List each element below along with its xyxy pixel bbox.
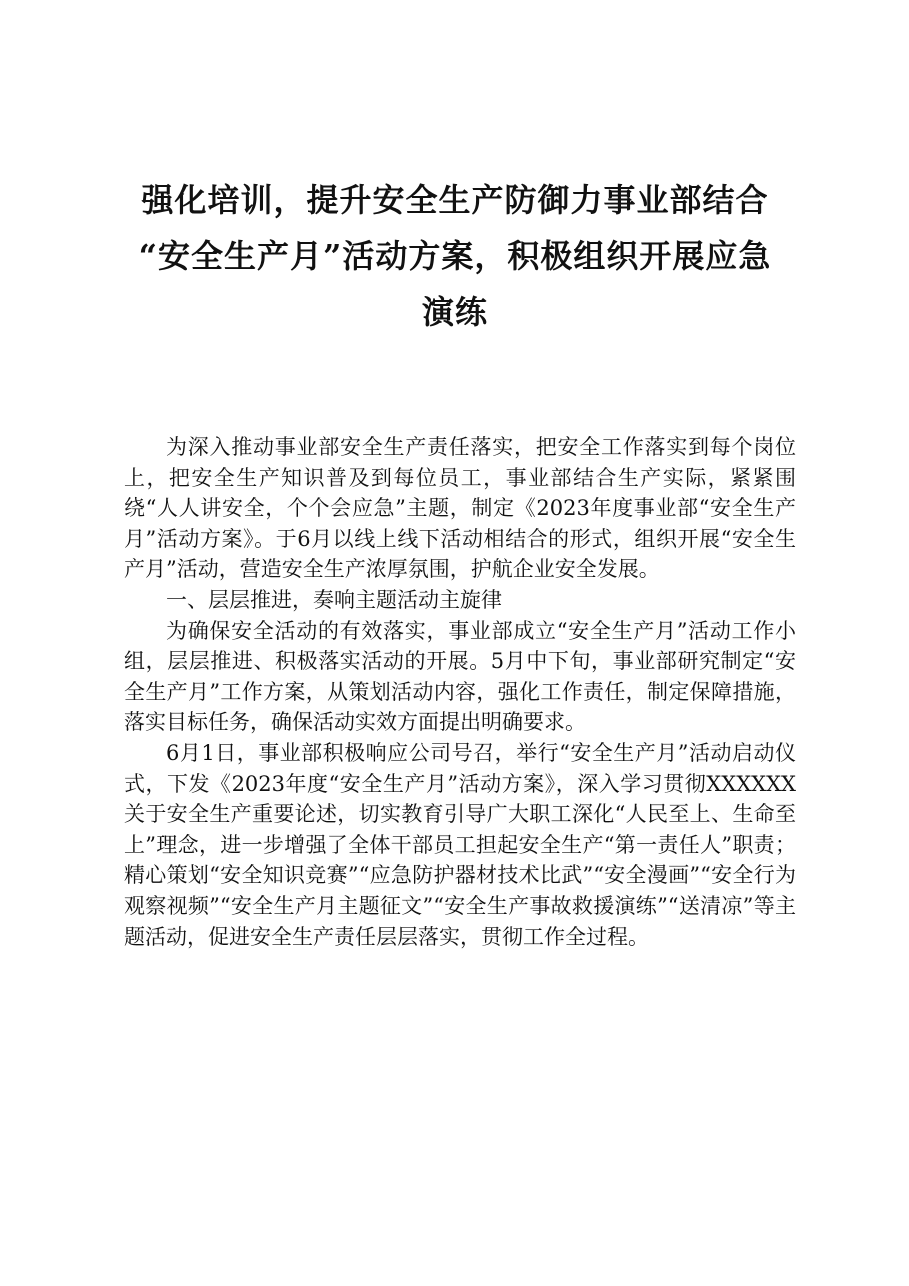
document-body xyxy=(124,432,796,952)
paragraph-working-group: 为确保安全活动的有效落实，事业部成立“安全生产月”活动工作小组，层层推进、积极落实活动的开展。5月中下旬，事业部研究制定“安全生产月”工作方案，从策划活动内容，强化工作责任，制定保障措施，落实目标任务，确保活动实效方面提出明确要求。 xyxy=(124,618,796,735)
title-line-3: 演练 xyxy=(421,293,488,331)
title-line-2: “安全生产月”活动方案，积极组织开展应急 xyxy=(138,237,772,275)
title-line-1: 强化培训，提升安全生产防御力事业部结合 xyxy=(141,181,769,219)
paragraph-intro: 为深入推动事业部安全生产责任落实，把安全工作落实到每个岗位上，把安全生产知识普及到每位员工，事业部结合生产实际，紧紧围绕“人人讲安全，个个会应急”主题，制定《2023年度事业部“安全生产月”活动方案》。于6月以线上线下活动相结合的形式，组织开展“安全生产月”活动，营造安全生产浓厚氛围，护航企业安全发展。 xyxy=(124,435,796,582)
document-title xyxy=(110,172,800,340)
section-heading-1: 一、层层推进，奏响主题活动主旋律 xyxy=(166,587,502,612)
paragraph-launch-ceremony: 6月1日，事业部积极响应公司号召，举行“安全生产月”活动启动仪式，下发《2023年度“安全生产月”活动方案》，深入学习贯彻XXXXXX关于安全生产重要论述，切实教育引导广大职工深化“人民至上、生命至上”理念，进一步增强了全体干部员工担起安全生产“第一责任人”职责；精心策划“安全知识竞赛”“应急防护器材技术比武”“安全漫画”“安全行为观察视频”“安全生产月主题征文”“安全生产事故救援演练”“送清凉”等主题活动，促进安全生产责任层层落实，贯彻工作全过程。 xyxy=(124,740,796,949)
